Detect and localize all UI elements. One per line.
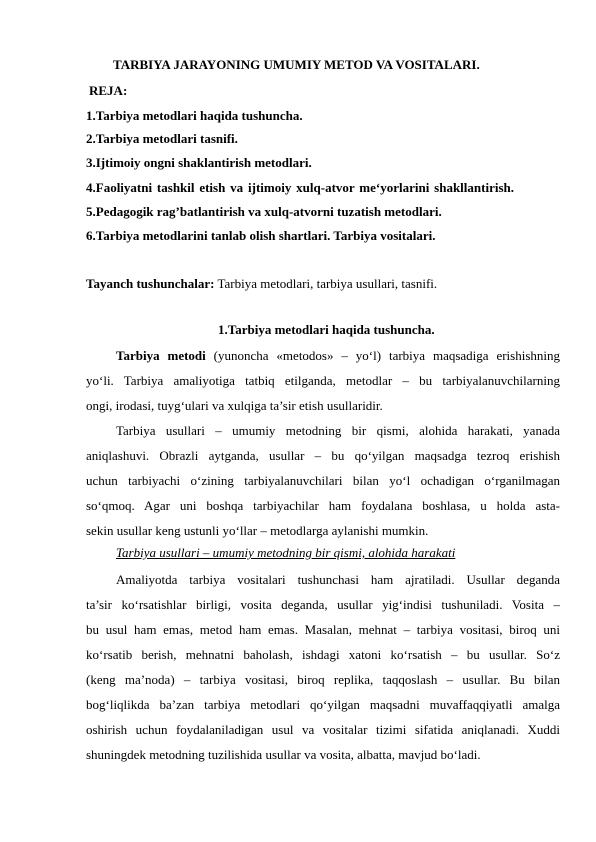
term-tarbiya-metodi: Tarbiya metodi [116,348,206,363]
paragraph-1-line-2: yo‘li. Tarbiya amaliyotiga tatbiq etilganda, metodlar – bu tarbiyalanuvchilarning [86,373,560,388]
key-terms-label: Tayanch tushunchalar: [86,276,215,291]
paragraph-1-line-3: ongi, irodasi, tuyg‘ulari va xulqiga ta’sir etish usullaridir. [86,398,383,413]
plan-item-4: 4.Faoliyatni tashkil etish va ijtimoiy xulq-atvor me‘yorlarini shakllantirish. [86,180,514,195]
key-terms [86,276,437,292]
plan-item-1: 1.Tarbiya metodlari haqida tushuncha. [86,108,303,123]
paragraph-3-line-6: bog‘liqlikda ba’zan tarbiya metodlari qo‘yilgan maqsadni muvaffaqqiyatli amalga [86,697,560,712]
paragraph-3-line-3: bu usul ham emas, metod ham emas. Masalan, mehnat – tarbiya vositasi, biroq uni [86,622,560,637]
document-title: TARBIYA JARAYONING UMUMIY METOD VA VOSITALARI. [113,57,480,72]
section-1-heading: 1.Tarbiya metodlari haqida tushuncha. [218,322,435,337]
paragraph-3-line-2: ta’sir ko‘rsatishlar birligi, vosita deganda, usullar yig‘indisi tushuniladi. Vosita – [86,597,560,612]
paragraph-2-line-4: so‘qmoq. Agar uni boshqa tarbiyachilar ham foydalana boshlasa, u holda asta- [86,498,560,513]
paragraph-1-line-1-rest: (yunoncha «metodos» – yo‘l) tarbiya maqsadiga erishishning [205,348,560,363]
plan-item-5: 5.Pedagogik rag’batlantirish va xulq-atvorni tuzatish metodlari. [86,204,442,219]
plan-item-2: 2.Tarbiya metodlari tasnifi. [86,131,238,146]
plan-item-3: 3.Ijtimoiy ongni shaklantirish metodlari. [86,155,312,170]
paragraph-3-line-5: (keng ma’noda) – tarbiya vositasi, biroq replika, taqqoslash – usullar. Bu bilan [86,672,560,687]
paragraph-3-line-8: shuningdek metodning tuzilishida usullar va vosita, albatta, mavjud bo‘ladi. [86,747,481,762]
paragraph-3-line-4: ko‘rsatib berish, mehnatni baholash, ishdagi xatoni ko‘rsatish – bu usullar. So‘z [86,647,560,662]
plan-heading: REJA: [89,83,128,98]
key-terms-text: Tarbiya metodlari, tarbiya usullari, tasnifi. [214,276,438,291]
paragraph-1-line-1 [116,348,560,364]
paragraph-2-line-5: sekin usullar keng ustunli yo‘llar – metodlarga aylanishi mumkin. [86,523,429,538]
paragraph-3-line-7: oshirish uchun foydalaniladigan usul va vositalar tizimi sifatida aniqlanadi. Xuddi [86,722,560,737]
paragraph-2-line-2: aniqlashuvi. Obrazli aytganda, usullar – bu qo‘yilgan maqsadga tezroq erishish [86,448,560,463]
paragraph-3-line-1: Amaliyotda tarbiya vositalari tushunchasi ham ajratiladi. Usullar deganda [116,572,560,587]
underlined-note: Tarbiya usullari – umumiy metodning bir qismi, alohida harakati [116,545,456,560]
paragraph-2-line-3: uchun tarbiyachi o‘zining tarbiyalanuvchilari bilan yo‘l ochadigan o‘rganilmagan [86,473,560,488]
paragraph-2-line-1: Tarbiya usullari – umumiy metodning bir qismi, alohida harakati, yanada [116,423,560,438]
plan-item-6: 6.Tarbiya metodlarini tanlab olish shartlari. Tarbiya vositalari. [86,228,436,243]
